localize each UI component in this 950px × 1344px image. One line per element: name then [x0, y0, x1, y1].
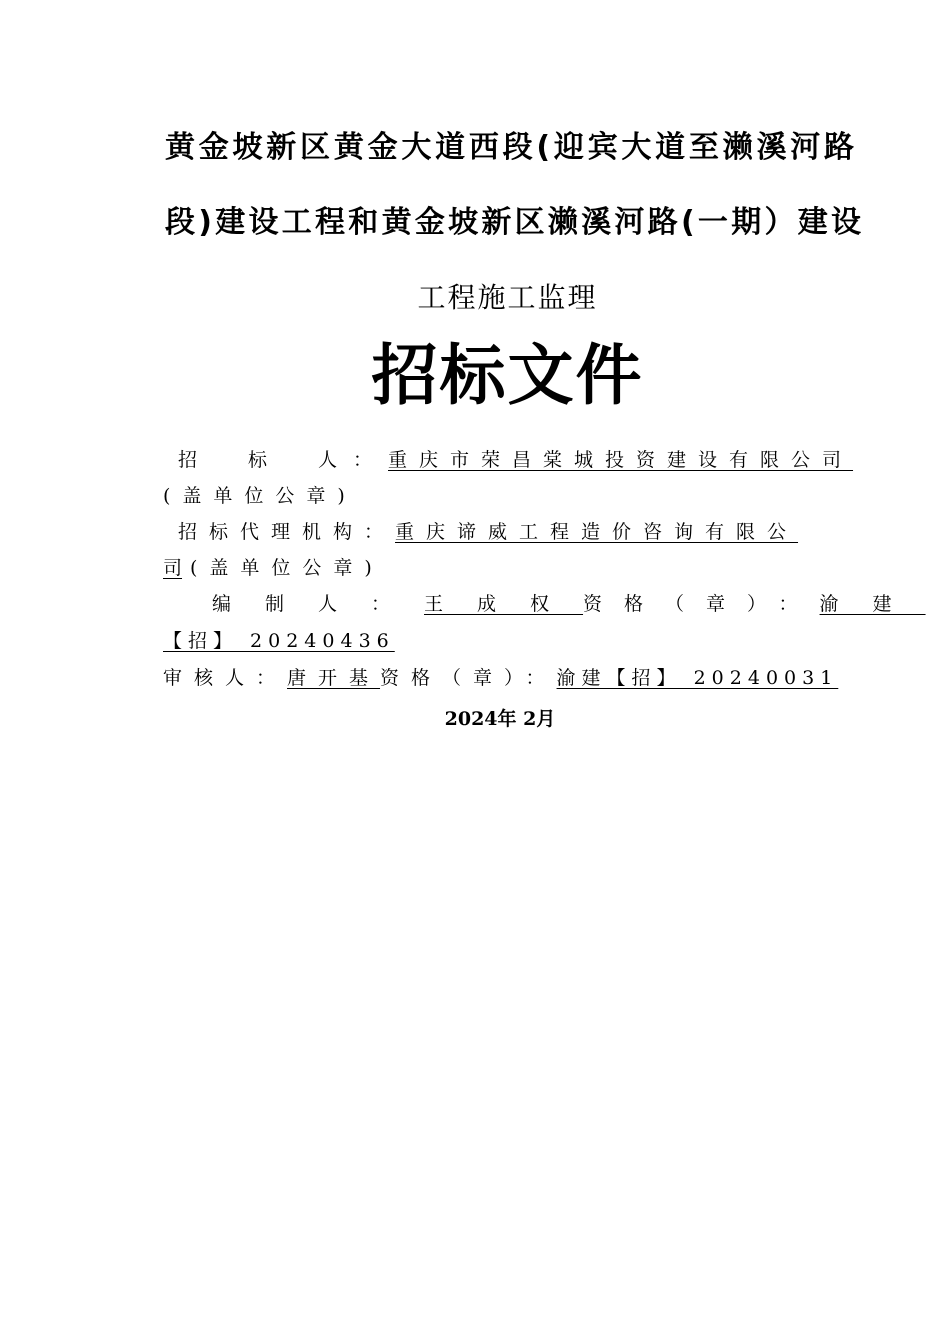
project-title-line-2: 段)建设工程和黄金坡新区濑溪河路(一期）建设	[165, 205, 862, 240]
reviewer-row	[163, 666, 838, 690]
agency-label: 招标代理机构：	[178, 521, 396, 543]
tenderer-seal-note: (盖单位公章)	[163, 485, 357, 507]
agency-name-line-2: 司	[163, 557, 183, 579]
tenderer-row	[178, 448, 853, 472]
reviewer-label: 审核人：	[163, 667, 288, 689]
agency-row	[178, 520, 798, 544]
project-title-line-3: 工程施工监理	[417, 281, 598, 314]
compiler-row-2	[163, 629, 395, 653]
compiler-name: 王成权	[424, 593, 584, 615]
document-date: 2024年 2月	[444, 708, 556, 730]
reviewer-qualification-label: 资格（章）：	[380, 667, 557, 689]
reviewer-name: 唐开基	[287, 667, 381, 689]
compiler-qualification-value-part2: 【招】 20240436	[163, 630, 395, 652]
agency-name-line-1: 重庆谛威工程造价咨询有限公	[395, 521, 799, 543]
reviewer-qualification-value: 渝建【招】 20240031	[556, 667, 839, 689]
compiler-qualification-value-part1: 渝建	[819, 593, 926, 615]
tenderer-label: 招 标 人：	[178, 449, 389, 471]
agency-seal-note: (盖单位公章)	[190, 557, 384, 579]
compiler-qualification-label: 资格（章）：	[583, 593, 820, 615]
document-type-title: 招标文件	[371, 337, 644, 414]
compiler-label: 编制人：	[212, 593, 425, 615]
compiler-row	[212, 592, 926, 616]
agency-row-2	[163, 556, 384, 580]
project-title-line-1: 黄金坡新区黄金大道西段(迎宾大道至濑溪河路	[165, 130, 855, 165]
tenderer-name: 重庆市荣昌棠城投资建设有限公司	[388, 449, 854, 471]
